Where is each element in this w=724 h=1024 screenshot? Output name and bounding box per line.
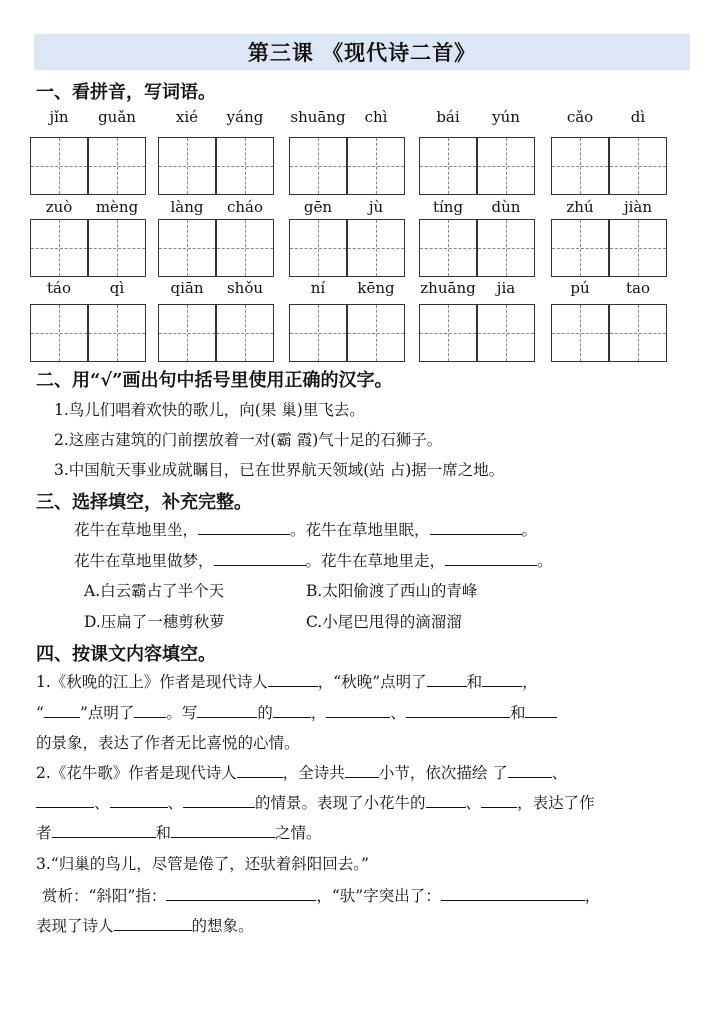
section2-heading: 二、用“√”画出句中括号里使用正确的汉字。 [36, 370, 393, 391]
q3-line-2 [36, 914, 254, 936]
blank[interactable] [508, 761, 552, 778]
writing-cell[interactable] [477, 137, 535, 195]
writing-cell[interactable] [30, 137, 88, 195]
q1-line-3: 的景象，表达了作者无比喜悦的心情。 [36, 734, 300, 752]
blank[interactable] [525, 701, 557, 718]
pinyin-label: pú [570, 279, 590, 297]
pinyin-label: mèng [95, 198, 139, 216]
q-text: 、 [167, 794, 184, 812]
pinyin-label: jǐn [49, 108, 69, 126]
blank[interactable] [134, 701, 166, 718]
q-text: 和 [155, 824, 172, 842]
pinyin-label: ní [310, 279, 326, 297]
section3-line-2 [74, 549, 553, 571]
q-text: 、 [465, 794, 482, 812]
pinyin-label: cǎo [566, 108, 594, 126]
blank[interactable] [426, 791, 466, 808]
writing-cell[interactable] [609, 304, 667, 362]
section3-line-1 [74, 518, 537, 540]
writing-cell[interactable] [30, 219, 88, 277]
pinyin-label: qì [109, 279, 125, 297]
writing-cell[interactable] [30, 304, 88, 362]
writing-cell[interactable] [347, 304, 405, 362]
pinyin-label: tao [625, 279, 650, 297]
pinyin-label: xié [175, 108, 199, 126]
q-text: 1.《秋晚的江上》作者是现代诗人 [36, 673, 268, 691]
q-text: “ [36, 704, 44, 722]
q-text: ，全诗共 [282, 764, 345, 782]
blank[interactable] [114, 914, 192, 931]
fill-text: 。花牛在草地里走， [305, 552, 446, 570]
writing-cell[interactable] [551, 304, 609, 362]
pinyin-label: kēng [357, 279, 395, 297]
blank[interactable] [441, 884, 585, 901]
pinyin-label: tíng [432, 198, 464, 216]
q-text: 的想象。 [191, 917, 254, 935]
q1-line-2 [36, 701, 557, 723]
pinyin-label: gēn [303, 198, 333, 216]
pinyin-label: shuāng [290, 108, 346, 126]
writing-cell[interactable] [609, 137, 667, 195]
writing-cell[interactable] [347, 137, 405, 195]
writing-cell[interactable] [158, 304, 216, 362]
q-text: 者 [36, 824, 52, 842]
blank[interactable] [214, 549, 306, 566]
writing-cell[interactable] [289, 304, 347, 362]
q-text: 赏析：“斜阳”指： [42, 887, 167, 905]
pinyin-label: làng [170, 198, 204, 216]
pinyin-label: jiàn [623, 198, 653, 216]
pinyin-label: yáng [226, 108, 264, 126]
page-title: 第三课 《现代诗二首》 [247, 40, 477, 65]
fill-text: 花牛在草地里坐， [74, 521, 199, 539]
blank[interactable] [52, 821, 156, 838]
q-text: 2.《花牛歌》作者是现代诗人 [36, 764, 237, 782]
pinyin-label: táo [46, 279, 71, 297]
q-text: 。写 [166, 704, 198, 722]
q-text: 、 [390, 704, 406, 722]
writing-cell[interactable] [419, 304, 477, 362]
writing-cell[interactable] [347, 219, 405, 277]
q-text: 表现了诗人 [36, 917, 114, 935]
q-text: 和 [509, 704, 526, 722]
fill-text: 。花牛在草地里眠， [290, 521, 430, 539]
section2-item-1: 1.鸟儿们唱着欢快的歌儿，向(果 巢)里飞去。 [54, 401, 365, 419]
blank[interactable] [445, 549, 537, 566]
blank[interactable] [171, 821, 275, 838]
pinyin-label: zhú [566, 198, 594, 216]
writing-cell[interactable] [289, 137, 347, 195]
pinyin-label: cháo [226, 198, 264, 216]
pinyin-label: guǎn [98, 108, 136, 126]
q-text: ”点明了 [79, 704, 135, 722]
blank[interactable] [406, 701, 510, 718]
q-text: ， [310, 704, 327, 722]
blank[interactable] [482, 670, 522, 687]
blank[interactable] [273, 701, 311, 718]
writing-cell[interactable] [88, 304, 146, 362]
q-text: 之情。 [275, 824, 322, 842]
blank[interactable] [326, 701, 390, 718]
q-text: 和 [466, 673, 483, 691]
blank[interactable] [110, 791, 168, 808]
blank[interactable] [237, 761, 283, 778]
q2-line-2 [36, 791, 595, 813]
pinyin-label: jia [496, 279, 516, 297]
q-text: 、 [551, 764, 568, 782]
q-text: 、 [94, 794, 110, 812]
writing-cell[interactable] [216, 304, 274, 362]
q1-line-1 [36, 670, 538, 692]
blank[interactable] [198, 518, 290, 535]
q2-line-3 [36, 821, 322, 843]
pinyin-label: chì [364, 108, 388, 126]
blank[interactable] [427, 670, 467, 687]
pinyin-label: qiān [170, 279, 204, 297]
writing-cell[interactable] [477, 219, 535, 277]
writing-cell[interactable] [551, 219, 609, 277]
writing-cell[interactable] [477, 304, 535, 362]
q3-line-1 [42, 884, 600, 906]
q-text: 小节，依次描绘 了 [378, 764, 508, 782]
blank[interactable] [183, 791, 255, 808]
writing-cell[interactable] [551, 137, 609, 195]
writing-cell[interactable] [88, 137, 146, 195]
writing-cell[interactable] [419, 137, 477, 195]
fill-text: 。 [537, 552, 553, 570]
writing-cell[interactable] [158, 219, 216, 277]
pinyin-label: yún [492, 108, 520, 126]
q3-quote: 3.“归巢的鸟儿，尽管是倦了，还驮着斜阳回去。” [36, 855, 369, 873]
pinyin-label: zhuāng [420, 279, 476, 297]
blank[interactable] [345, 761, 379, 778]
blank[interactable] [197, 701, 257, 718]
section1-heading: 一、看拼音，写词语。 [36, 82, 216, 103]
q-text: ， [584, 887, 601, 905]
pinyin-label: dì [630, 108, 646, 126]
writing-cell[interactable] [216, 137, 274, 195]
blank[interactable] [430, 518, 522, 535]
writing-cell[interactable] [158, 137, 216, 195]
title-band [34, 34, 690, 70]
writing-cell[interactable] [216, 219, 274, 277]
blank[interactable] [481, 791, 517, 808]
q-text: ，表达了作 [517, 794, 595, 812]
blank[interactable] [36, 791, 94, 808]
q-text: ，“驮”字突出了： [316, 887, 441, 905]
pinyin-label: shǒu [226, 279, 264, 297]
section2-item-3: 3.中国航天事业成就瞩目，已在世界航天领域(站 占)据一席之地。 [54, 461, 505, 479]
section3-heading: 三、选择填空，补充完整。 [36, 492, 252, 513]
pinyin-label: zuò [45, 198, 73, 216]
pinyin-label: bái [436, 108, 460, 126]
option-d: D.压扁了一穗剪秋萝 [84, 613, 225, 631]
blank[interactable] [166, 884, 316, 901]
fill-text: 花牛在草地里做梦， [74, 552, 214, 570]
writing-cell[interactable] [289, 219, 347, 277]
blank[interactable] [44, 701, 80, 718]
q-text: ，“秋晚”点明了 [317, 673, 427, 691]
writing-cell[interactable] [419, 219, 477, 277]
writing-cell[interactable] [609, 219, 667, 277]
blank[interactable] [268, 670, 318, 687]
section4-heading: 四、按课文内容填空。 [36, 644, 216, 665]
q2-line-1 [36, 761, 567, 783]
pinyin-label: dùn [491, 198, 521, 216]
q-text: ， [522, 673, 538, 691]
q-text: 的 [257, 704, 273, 722]
option-c: C.小尾巴甩得的滴溜溜 [306, 613, 462, 631]
q-text: 的情景。表现了小花牛的 [255, 794, 426, 812]
section2-item-2: 2.这座古建筑的门前摆放着一对(霸 霞)气十足的石狮子。 [54, 431, 443, 449]
option-b: B.太阳偷渡了西山的青峰 [306, 582, 478, 600]
writing-cell[interactable] [88, 219, 146, 277]
option-a: A.白云霸占了半个天 [84, 582, 225, 600]
fill-text: 。 [521, 521, 538, 539]
pinyin-label: jù [368, 198, 384, 216]
